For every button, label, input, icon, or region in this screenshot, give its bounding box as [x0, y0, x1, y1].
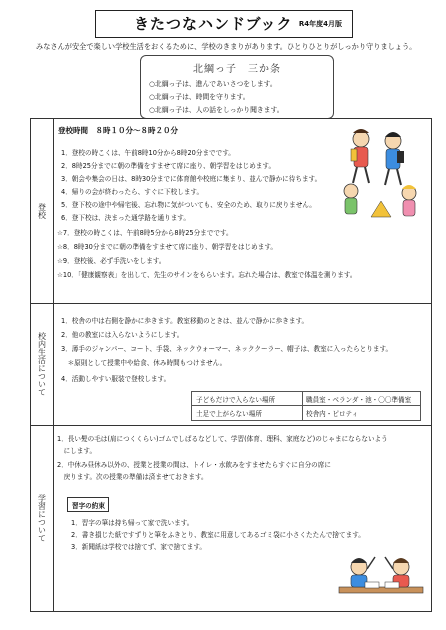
promise-title-box [67, 497, 109, 512]
toko-line: 4．帰りの会が終わったら、すぐに下校します。 [61, 188, 204, 196]
toko-line: ☆7．登校の時こくは、午前8時5分から8時25分までです。 [57, 229, 233, 237]
section-label-konai: 校内生活について [37, 332, 47, 396]
toko-line: ☆8．8時30分までに朝の準備をすませて席に座り、朝学習をはじめます。 [57, 243, 277, 251]
table-cell: 職員室・ベランダ・池・〇〇準備室 [306, 396, 412, 404]
main-table [30, 118, 432, 612]
children-studying-illustration [335, 549, 427, 607]
gakushu-line: にします。 [57, 447, 97, 455]
rule-item: ○北綱っ子は、時間を守ります。 [149, 93, 250, 101]
promise-line: 2．書き損じた紙ですずりと筆をふきとり、教室に用意してあるゴミ袋に小さくたたんで捨てます。 [71, 531, 365, 539]
promise-line: 3．新聞紙は学校では捨てず、家で捨てます。 [71, 543, 207, 551]
toko-line: 1．登校の時こくは、午前8時10分から8時20分までです。 [61, 149, 235, 157]
toko-line: 5．登下校の途中や帰宅後、忘れ物に気がついても、安全のため、取りに戻りません。 [61, 201, 316, 209]
table-cell: 土足で上がらない場所 [196, 410, 262, 418]
konai-line: ＊原則として授業中や給食、休み時間もつけません。 [61, 359, 227, 367]
places-table [191, 391, 421, 421]
rule-item: ○北綱っ子は、人の話をしっかり聞きます。 [149, 106, 284, 114]
rule-item: ○北綱っ子は、進んであいさつをします。 [149, 80, 277, 88]
toko-line: ☆9．登校後、必ず手洗いをします。 [57, 257, 166, 265]
toko-line: ☆10．「健康観察表」を出して、先生のサインをもらいます。忘れた場合は、教室で体温を測ります。 [57, 271, 357, 279]
intro-text: みなさんが安全で楽しい学校生活をおくるために、学校のきまりがあります。ひとりひとりがしっかり守りましょう。 [36, 42, 417, 51]
konai-line: 2．他の教室には入らないようにします。 [61, 331, 184, 339]
children-walking-illustration [331, 121, 427, 225]
row-divider [31, 425, 431, 426]
promise-title: 習字の約束 [72, 502, 105, 510]
edition-label: R4年度4月版 [298, 20, 342, 28]
promise-line: 1．習字の筆は持ち帰って家で洗います。 [71, 519, 194, 527]
gakushu-line: 1．長い髪の毛は(肩につくくらい)ゴムでしばるなどして、学習(体育、理科、家庭など)のじゃまにならないよう [57, 435, 388, 443]
gakushu-line: 2．中休み昼休み以外の、授業と授業の間は、トイレ・水飲みをすませたらすぐに自分の席に [57, 461, 331, 469]
rules-title: 北綱っ子 三か条 [193, 64, 281, 75]
table-cell: 子どもだけで入らない場所 [196, 396, 276, 404]
title-box [95, 10, 353, 38]
konai-line: 3．薄手のジャンパー、コート、手袋、ネックウォーマー、ネッククーラー、帽子は、教室に入ったらとります。 [61, 345, 393, 353]
table-cell: 校舎内・ピロティ [306, 410, 359, 418]
column-divider [53, 119, 54, 611]
toko-line: 6．登下校は、決まった通学路を通ります。 [61, 214, 190, 222]
section-label-gakushu: 学習について [37, 494, 47, 542]
toko-line: 3．朝会や集会の日は、8時30分までに体育館や校庭に集まり、並んで静かに待ちます。 [61, 175, 322, 183]
gakushu-line: 戻ります。次の授業の準備は済ませておきます。 [57, 473, 208, 481]
toko-heading: 登校時間 ８時１０分～８時２０分 [58, 126, 178, 135]
page-title: きたつなハンドブック [134, 15, 293, 33]
konai-line: 4．活動しやすい服装で登校します。 [61, 375, 171, 383]
toko-line: 2．8時25分までに朝の準備をすませて席に座り、朝学習をはじめます。 [61, 162, 276, 170]
rules-box [140, 55, 334, 119]
row-divider [31, 303, 431, 304]
konai-line: 1．校舎の中は右側を静かに歩きます。教室移動のときは、並んで静かに歩きます。 [61, 317, 309, 325]
section-label-toko: 登校 [37, 203, 47, 219]
